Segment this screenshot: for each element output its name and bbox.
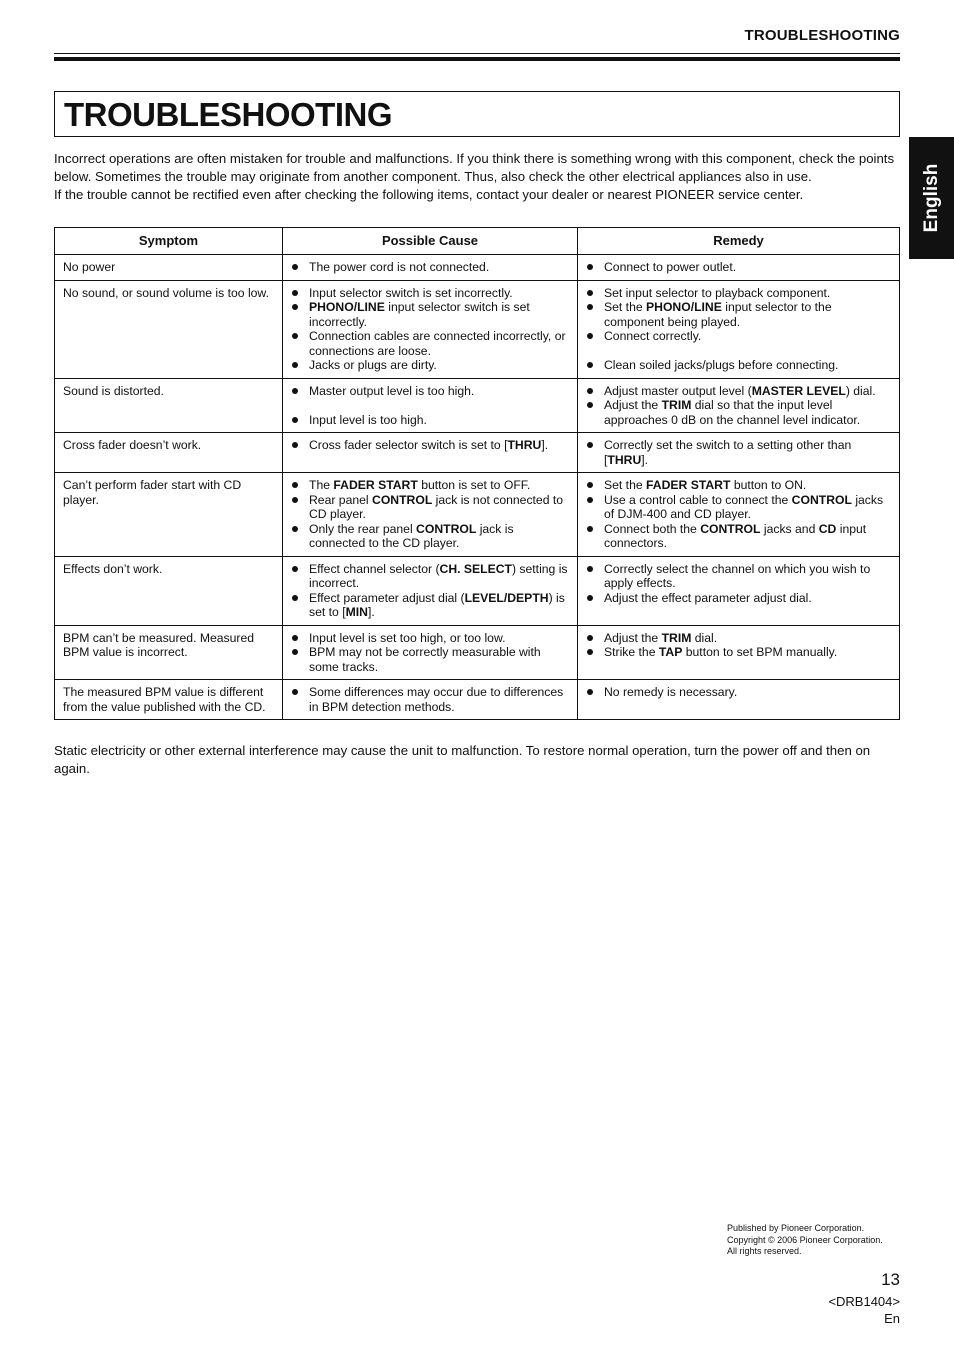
header-symptom: Symptom xyxy=(55,228,283,255)
header-rule-thin xyxy=(54,53,900,54)
table-row xyxy=(55,433,900,473)
remedy-item: Set input selector to playback component. xyxy=(586,286,891,301)
remedy-item: Connect correctly. xyxy=(586,329,891,344)
publisher-info xyxy=(727,1223,883,1258)
cause-item: The FADER START button is set to OFF. xyxy=(291,478,569,493)
remedy-cell xyxy=(578,433,900,473)
language-tab xyxy=(909,137,954,259)
remedy-item: Clean soiled jacks/plugs before connecting. xyxy=(586,358,891,373)
remedy-cell xyxy=(578,680,900,720)
table-row xyxy=(55,556,900,625)
header-remedy: Remedy xyxy=(578,228,900,255)
cause-item: The power cord is not connected. xyxy=(291,260,569,275)
remedy-cell xyxy=(578,280,900,378)
cause-item: Effect channel selector (CH. SELECT) setting is incorrect. xyxy=(291,562,569,591)
remedy-item: Adjust the effect parameter adjust dial. xyxy=(586,591,891,606)
cause-cell xyxy=(283,255,578,281)
cause-item: Master output level is too high. xyxy=(291,384,569,399)
remedy-item: Correctly select the channel on which you wish to apply effects. xyxy=(586,562,891,591)
cause-item: Jacks or plugs are dirty. xyxy=(291,358,569,373)
remedy-cell xyxy=(578,255,900,281)
cause-cell xyxy=(283,378,578,433)
remedy-item: Adjust the TRIM dial. xyxy=(586,631,891,646)
document-code xyxy=(828,1293,900,1327)
symptom-cell: BPM can’t be measured. Measured BPM value is incorrect. xyxy=(55,625,283,680)
symptom-cell: No power xyxy=(55,255,283,281)
cause-cell xyxy=(283,556,578,625)
remedy-item: Strike the TAP button to set BPM manually. xyxy=(586,645,891,660)
symptom-cell: No sound, or sound volume is too low. xyxy=(55,280,283,378)
troubleshooting-table xyxy=(54,227,900,720)
remedy-cell xyxy=(578,556,900,625)
symptom-cell: Can’t perform fader start with CD player. xyxy=(55,473,283,557)
remedy-cell xyxy=(578,625,900,680)
remedy-item: Set the PHONO/LINE input selector to the component being played. xyxy=(586,300,891,329)
cause-item: Input level is too high. xyxy=(291,413,569,428)
remedy-item: Correctly set the switch to a setting other than [THRU]. xyxy=(586,438,891,467)
intro-text xyxy=(54,150,902,204)
symptom-cell: Sound is distorted. xyxy=(55,378,283,433)
remedy-item: Set the FADER START button to ON. xyxy=(586,478,891,493)
remedy-item: Connect to power outlet. xyxy=(586,260,891,275)
header-rule-thick xyxy=(54,57,900,61)
cause-cell xyxy=(283,280,578,378)
symptom-cell: The measured BPM value is different from the value published with the CD. xyxy=(55,680,283,720)
lang-code-text: En xyxy=(884,1311,900,1326)
cause-item: Input level is set too high, or too low. xyxy=(291,631,569,646)
cause-item: BPM may not be correctly measurable with some tracks. xyxy=(291,645,569,674)
remedy-item: Adjust the TRIM dial so that the input level approaches 0 dB on the channel level indicator. xyxy=(586,398,891,427)
header-cause: Possible Cause xyxy=(283,228,578,255)
cause-item: Rear panel CONTROL jack is not connected to CD player. xyxy=(291,493,569,522)
intro-paragraph-2: If the trouble cannot be rectified even after checking the following items, contact your dealer or nearest PIONEER service center. xyxy=(54,187,804,202)
cause-item: Some differences may occur due to differences in BPM detection methods. xyxy=(291,685,569,714)
title-box xyxy=(54,91,900,137)
cause-cell xyxy=(283,680,578,720)
cause-item: Effect parameter adjust dial (LEVEL/DEPTH) is set to [MIN]. xyxy=(291,591,569,620)
cause-item: Only the rear panel CONTROL jack is connected to the CD player. xyxy=(291,522,569,551)
remedy-item: Connect both the CONTROL jacks and CD input connectors. xyxy=(586,522,891,551)
cause-cell xyxy=(283,433,578,473)
running-header: TROUBLESHOOTING xyxy=(744,27,900,44)
remedy-item: Use a control cable to connect the CONTROL jacks of DJM-400 and CD player. xyxy=(586,493,891,522)
table-row xyxy=(55,378,900,433)
cause-item: Input selector switch is set incorrectly. xyxy=(291,286,569,301)
cause-item: Cross fader selector switch is set to [THRU]. xyxy=(291,438,569,453)
doc-code-text: <DRB1404> xyxy=(828,1294,900,1309)
table-row xyxy=(55,680,900,720)
symptom-cell: Effects don’t work. xyxy=(55,556,283,625)
intro-paragraph-1: Incorrect operations are often mistaken for trouble and malfunctions. If you think there is something wrong with this component, check the points below. Sometimes the trouble may originate from another component. Thus, also check the other electrical appliances also in use. xyxy=(54,151,895,184)
remedy-item: No remedy is necessary. xyxy=(586,685,891,700)
table-row xyxy=(55,255,900,281)
outro-text: Static electricity or other external interference may cause the unit to malfunction. To restore normal operation, turn the power off and then on again. xyxy=(54,743,871,776)
language-tab-label: English xyxy=(920,163,942,233)
page-number: 13 xyxy=(881,1270,900,1289)
cause-item: PHONO/LINE input selector switch is set incorrectly. xyxy=(291,300,569,329)
table-header-row xyxy=(55,228,900,255)
cause-cell xyxy=(283,625,578,680)
table-row xyxy=(55,280,900,378)
remedy-cell xyxy=(578,378,900,433)
cause-cell xyxy=(283,473,578,557)
symptom-cell: Cross fader doesn’t work. xyxy=(55,433,283,473)
table-row xyxy=(55,473,900,557)
cause-item: Connection cables are connected incorrectly, or connections are loose. xyxy=(291,329,569,358)
remedy-item: Adjust master output level (MASTER LEVEL) dial. xyxy=(586,384,891,399)
copyright-line: Copyright © 2006 Pioneer Corporation. xyxy=(727,1234,883,1245)
rights-line: All rights reserved. xyxy=(727,1246,802,1256)
page-title: TROUBLESHOOTING xyxy=(64,96,392,133)
table-row xyxy=(55,625,900,680)
remedy-cell xyxy=(578,473,900,557)
publisher-line: Published by Pioneer Corporation. xyxy=(727,1223,865,1233)
